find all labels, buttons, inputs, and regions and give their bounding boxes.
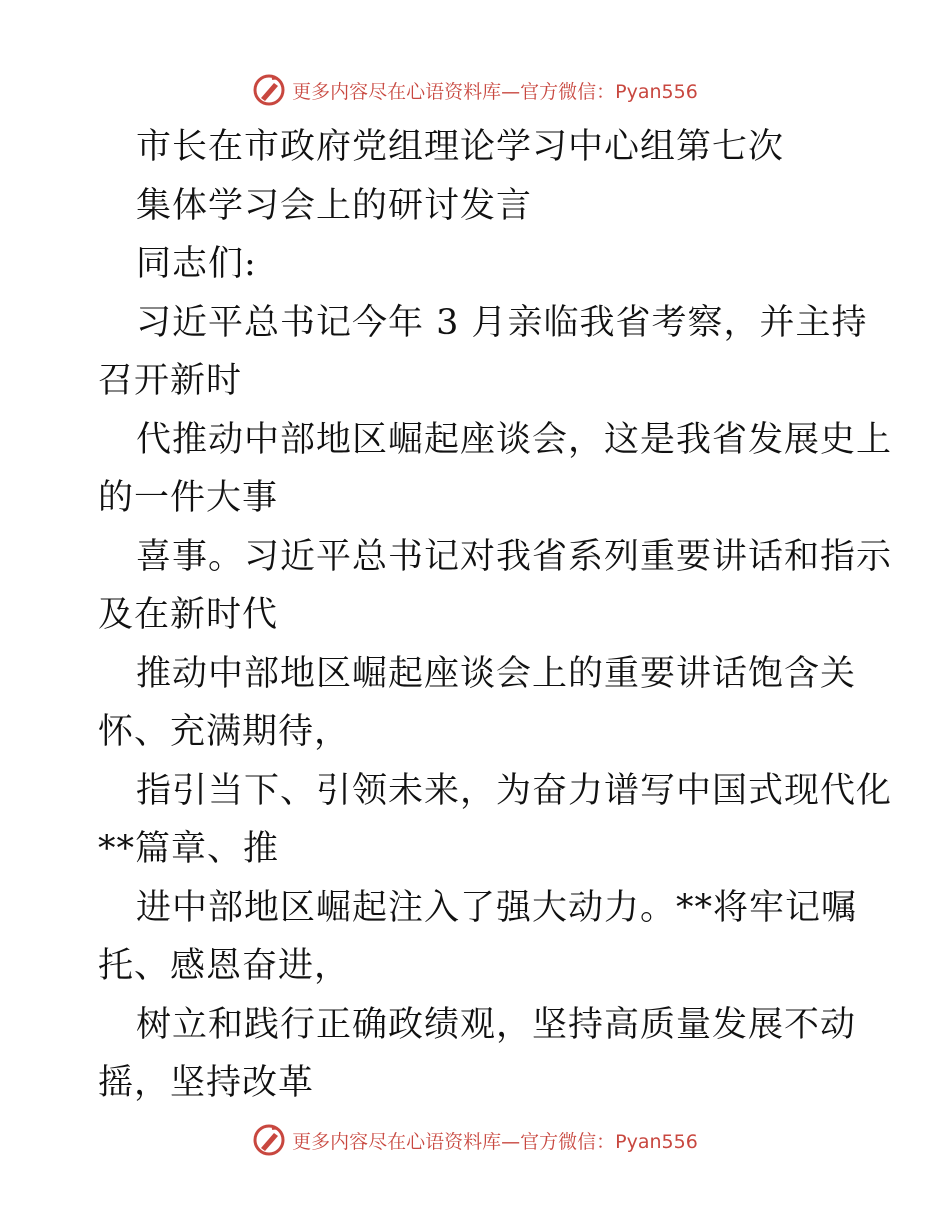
text-line: 树立和践行正确政绩观，坚持高质量发展不动 [136, 1004, 857, 1045]
footer-watermark [0, 1120, 950, 1160]
document-body [98, 118, 893, 1113]
text-line: 集体学习会上的研讨发言 [136, 185, 533, 226]
seal-pen-icon [252, 1123, 286, 1157]
text-line: 摇，坚持改革 [98, 1063, 315, 1103]
text-line: 怀、充满期待， [98, 712, 351, 752]
text-line: 进中部地区崛起注入了强大动力。**将牢记嘱 [136, 887, 858, 928]
watermark-text: 更多内容尽在心语资料库—官方微信：Pyan556 [292, 1130, 698, 1153]
text-line: 代推动中部地区崛起座谈会，这是我省发展史上 [136, 419, 893, 460]
text-line: **篇章、推 [98, 829, 280, 869]
text-line: 同志们: [136, 244, 257, 284]
header-watermark [0, 70, 950, 110]
text-line: 指引当下、引领未来，为奋力谱写中国式现代化 [136, 770, 893, 811]
text-line: 喜事。习近平总书记对我省系列重要讲话和指示 [136, 536, 893, 577]
text-line: 习近平总书记今年 3 月亲临我省考察，并主持 [136, 302, 868, 343]
text-line: 的一件大事 [98, 478, 279, 518]
text-line: 及在新时代 [98, 595, 279, 635]
text-line: 推动中部地区崛起座谈会上的重要讲话饱含关 [136, 653, 857, 694]
text-line: 市长在市政府党组理论学习中心组第七次 [136, 127, 785, 167]
seal-pen-icon [252, 73, 286, 107]
watermark-text: 更多内容尽在心语资料库—官方微信：Pyan556 [292, 80, 698, 103]
text-line: 召开新时 [98, 361, 243, 401]
text-line: 托、感恩奋进， [98, 946, 351, 986]
